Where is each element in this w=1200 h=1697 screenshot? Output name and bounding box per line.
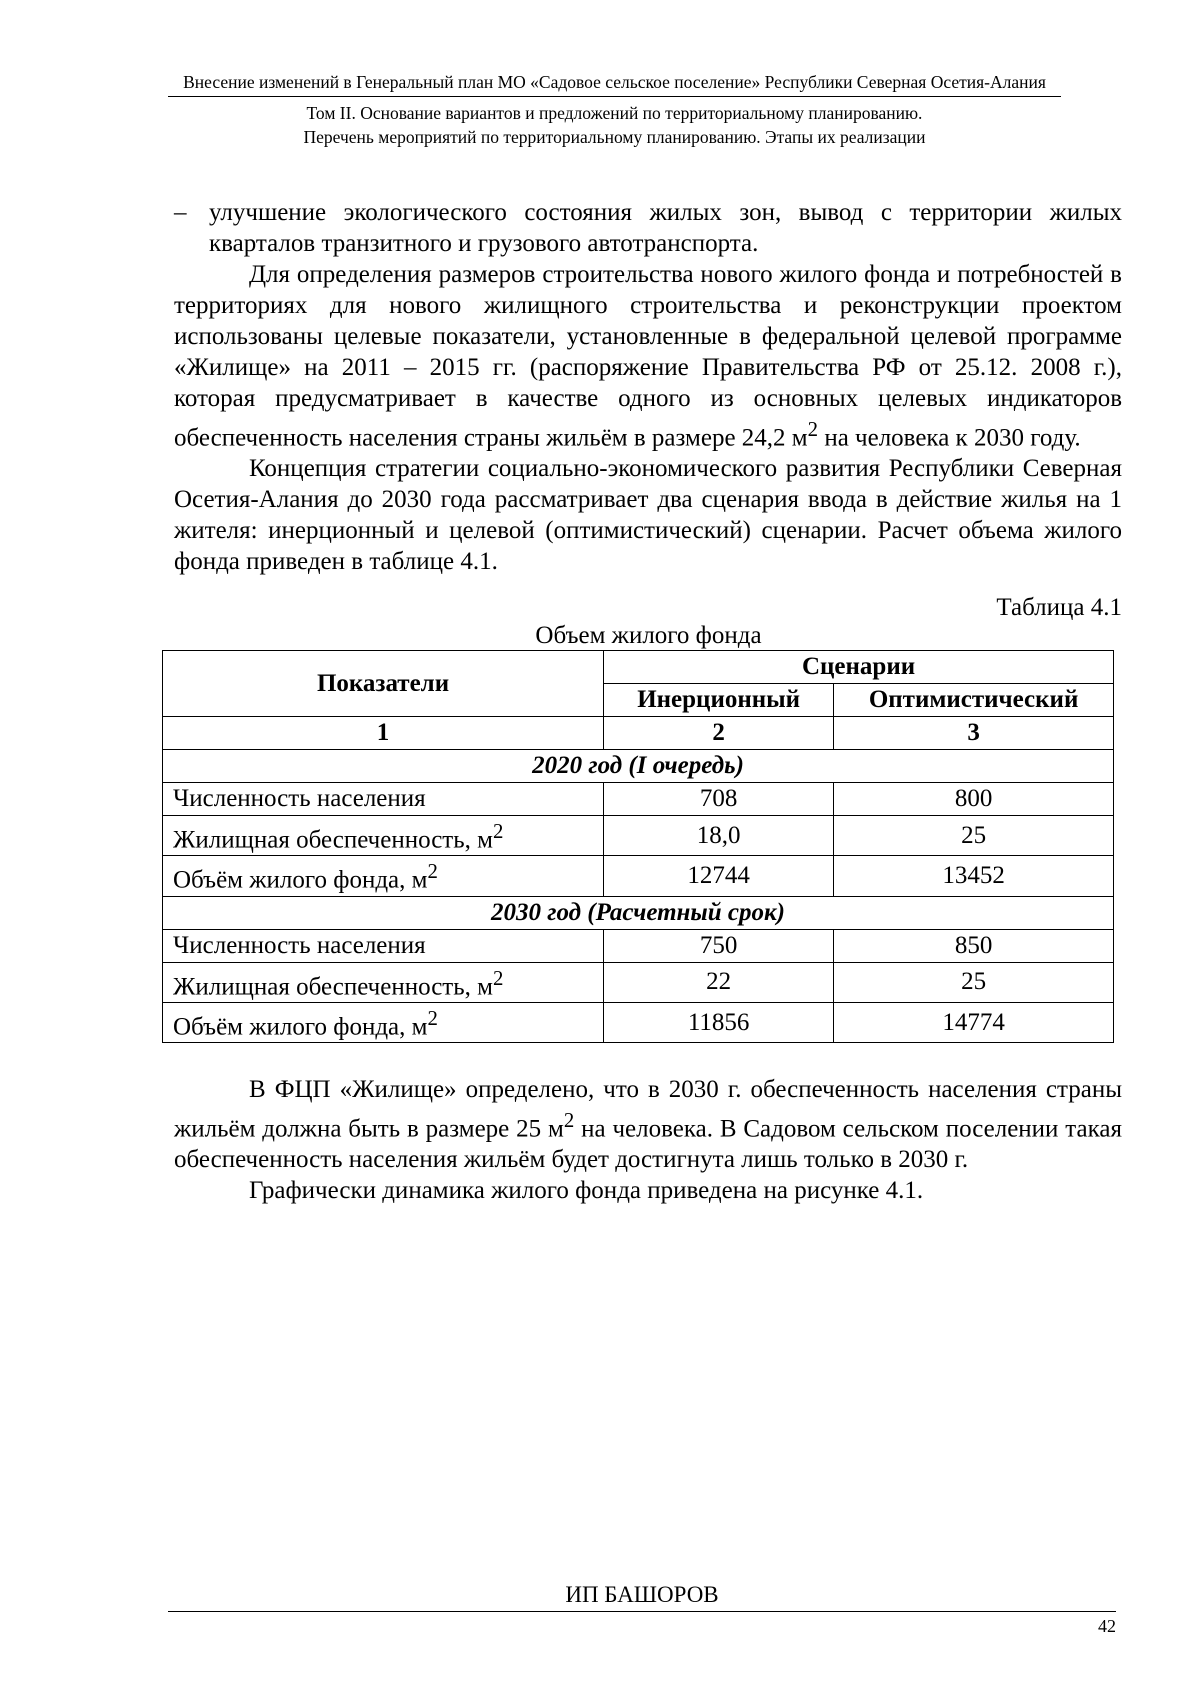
header-subtitle: Перечень мероприятий по территориальному планированию. Этапы их реализации bbox=[303, 127, 926, 147]
table-row bbox=[163, 929, 1114, 962]
header-volume: Том II. Основание вариантов и предложений по территориальному планированию. bbox=[306, 103, 923, 123]
row-label: Численность населения bbox=[163, 783, 604, 816]
table-row bbox=[163, 962, 1114, 1002]
table-row bbox=[163, 783, 1114, 816]
row-label-cell bbox=[163, 816, 604, 856]
after-table-text bbox=[174, 1074, 1122, 1206]
paragraph-1 bbox=[174, 259, 1122, 453]
superscript: 2 bbox=[427, 1005, 438, 1030]
paragraph-2: Концепция стратегии социально-экономического развития Республики Северная Осетия-Алания до 2030 года рассматривает два сценария ввода в действие жилья на 1 жителя: инерционный и целевой (оптимистический) сценарии. Расчет объема жилого фонда приведен в таблице 4.1. bbox=[174, 455, 1122, 576]
section-row-2030 bbox=[163, 896, 1114, 929]
inertial-value: 11856 bbox=[604, 1002, 834, 1042]
inertial-value: 12744 bbox=[604, 856, 834, 896]
inertial-value: 750 bbox=[604, 929, 834, 962]
table-header-row bbox=[163, 651, 1114, 684]
section-title-2020: 2020 год (I очередь) bbox=[163, 750, 1114, 783]
bullet-text: улучшение экологического состояния жилых зон, вывод с территории жилых кварталов транзитного и грузового автотранспорта. bbox=[209, 199, 1122, 257]
optimistic-value: 25 bbox=[834, 962, 1114, 1002]
body-text bbox=[174, 197, 1122, 577]
paragraph-4: Графически динамика жилого фонда приведена на рисунке 4.1. bbox=[249, 1177, 924, 1205]
housing-table bbox=[162, 650, 1114, 1043]
row-label-cell bbox=[163, 1002, 604, 1042]
page-header bbox=[168, 70, 1061, 149]
table-caption: Таблица 4.1 bbox=[996, 594, 1122, 621]
superscript: 2 bbox=[563, 1108, 575, 1132]
column-number: 1 bbox=[163, 717, 604, 750]
paragraph-3 bbox=[174, 1074, 1122, 1175]
superscript: 2 bbox=[427, 859, 438, 884]
table-row bbox=[163, 856, 1114, 896]
optimistic-value: 850 bbox=[834, 929, 1114, 962]
superscript: 2 bbox=[492, 819, 504, 843]
section-row-2020 bbox=[163, 750, 1114, 783]
footer-rule bbox=[168, 1611, 1116, 1612]
inertial-value: 22 bbox=[604, 962, 834, 1002]
page-footer bbox=[168, 1581, 1116, 1637]
column-number: 3 bbox=[834, 717, 1114, 750]
row-label: Объём жилого фонда, м bbox=[173, 1013, 428, 1041]
header-indicators: Показатели bbox=[163, 651, 604, 717]
header-optimistic: Оптимистический bbox=[834, 684, 1114, 717]
section-title-2030: 2030 год (Расчетный срок) bbox=[163, 896, 1114, 929]
footer-organization: ИП БАШОРОВ bbox=[565, 1582, 719, 1607]
optimistic-value: 14774 bbox=[834, 1002, 1114, 1042]
header-title: Внесение изменений в Генеральный план МО «Садовое сельское поселение» Республики Северная Осетия-Алания bbox=[183, 72, 1046, 92]
row-label-cell bbox=[163, 962, 604, 1002]
bullet-item bbox=[174, 197, 1122, 259]
row-label: Объём жилого фонда, м bbox=[173, 866, 428, 894]
paragraph-3-text-a: В ФЦП «Жилище» определено, что в 2030 г. обеспеченность населения страны жильём должна быть в размере 25 м bbox=[174, 1076, 1122, 1143]
row-label: Жилищная обеспеченность, м bbox=[173, 972, 493, 1000]
superscript: 2 bbox=[492, 965, 504, 990]
column-number-row bbox=[163, 717, 1114, 750]
optimistic-value: 13452 bbox=[834, 856, 1114, 896]
bullet-dash: – bbox=[174, 199, 187, 226]
superscript: 2 bbox=[807, 417, 819, 441]
optimistic-value: 25 bbox=[834, 816, 1114, 856]
row-label: Численность населения bbox=[163, 929, 604, 962]
paragraph-3-text-b: на человека. В Садовом сельском поселении такая обеспеченность населения жильём будет достигнута лишь только в 2030 г. bbox=[174, 1115, 1122, 1174]
inertial-value: 18,0 bbox=[604, 816, 834, 856]
paragraph-1-text-a: Для определения размеров строительства нового жилого фонда и потребностей в территориях для нового жилищного строительства и реконструкции проектом использованы целевые показатели, установленные в федеральной целевой программе «Жилище» на 2011 – 2015 гг. (распоряжение Правительства РФ от 25.12. 2008 г.), которая предусматривает в качестве одного из основных целевых индикаторов обеспеченность населения страны жильём в размере 24,2 м bbox=[174, 261, 1122, 452]
row-label-cell bbox=[163, 856, 604, 896]
header-inertial: Инерционный bbox=[604, 684, 834, 717]
table-row bbox=[163, 816, 1114, 856]
header-scenarios: Сценарии bbox=[604, 651, 1114, 684]
optimistic-value: 800 bbox=[834, 783, 1114, 816]
column-number: 2 bbox=[604, 717, 834, 750]
row-label: Жилищная обеспеченность, м bbox=[173, 826, 493, 854]
paragraph-1-text-b: на человека к 2030 году. bbox=[818, 424, 1081, 452]
table-row bbox=[163, 1002, 1114, 1042]
inertial-value: 708 bbox=[604, 783, 834, 816]
table-title: Объем жилого фонда bbox=[535, 622, 762, 649]
header-rule bbox=[168, 96, 1061, 97]
page-number: 42 bbox=[1098, 1616, 1116, 1636]
